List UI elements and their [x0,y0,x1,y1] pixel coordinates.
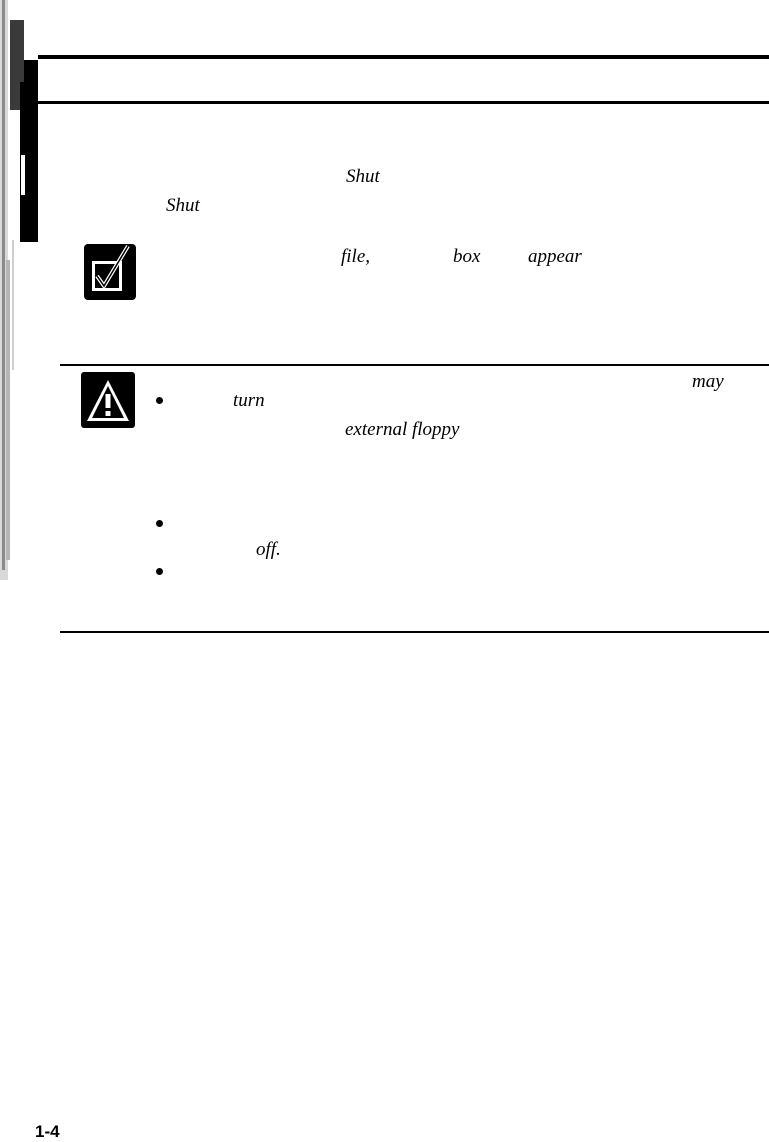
header-rule-top [38,55,769,59]
checkmark-note-icon [84,244,136,300]
text-fragment-box: box [453,246,481,267]
page-number: 1-4 [35,1122,60,1141]
text-fragment-off: off. [256,539,281,560]
warning-rule-top [60,364,769,366]
text-fragment-appear: appear [528,246,582,267]
binding-edge-shadow [0,0,40,580]
warning-rule-bottom [60,631,769,633]
text-fragment-turn: turn [233,390,265,411]
header-rule-bottom [38,101,769,104]
bullet-2 [156,520,163,527]
text-fragment-file: file, [341,246,371,267]
text-fragment-may: may [692,371,724,392]
text-fragment-external-floppy: external floppy [345,419,460,440]
text-fragment-shut-2: Shut [166,195,200,216]
bullet-1 [156,397,163,404]
text-fragment-shut-1: Shut [346,166,380,187]
bullet-3 [156,568,163,575]
warning-exclamation-icon [81,372,135,428]
